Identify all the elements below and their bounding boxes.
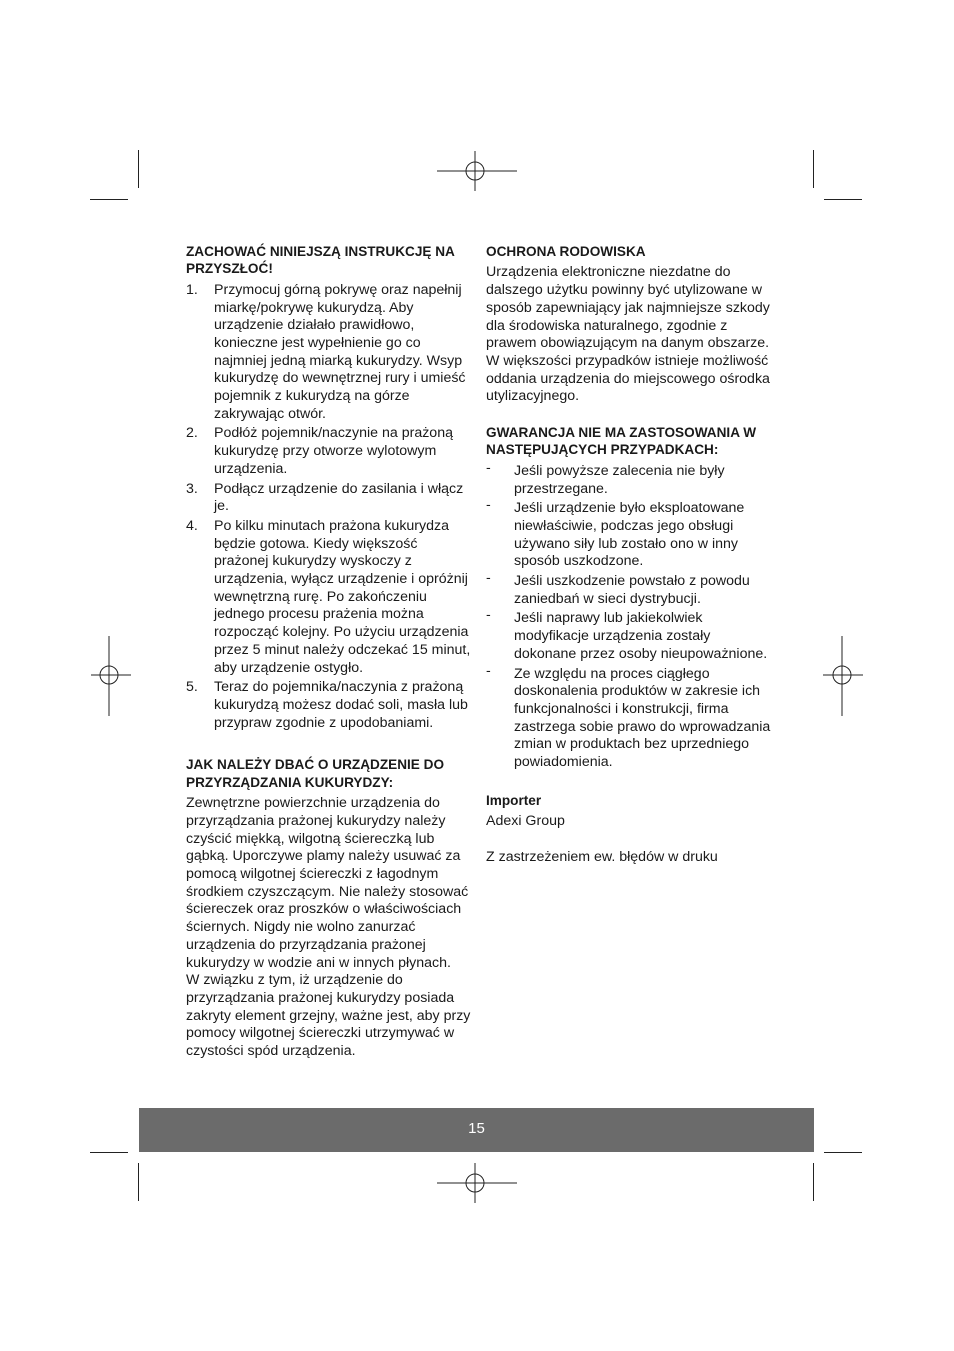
step-text: Teraz do pojemnika/naczynia z prażoną kukurydzą możesz dodać soli, masła lub przypraw zgodnie z upodobaniami. (214, 679, 468, 731)
crop-mark (824, 1152, 862, 1153)
registration-mark-icon (823, 636, 863, 716)
registration-mark-icon (437, 1163, 517, 1203)
step-text: Przymocuj górną pokrywę oraz napełnij miarkę/pokrywę kukurydzą. Aby urządzenie działało prawidłowo, konieczne jest wypełnienie go co najmniej jedną miarką kukurydzy. Wsyp kukurydzę do wewnętrznej rury i umieść pojemnik z kukurydzą na górze zakrywając otwór. (214, 281, 466, 422)
registration-mark-icon (437, 151, 517, 191)
footer-bar (139, 1108, 814, 1152)
print-disclaimer: Z zastrzeżeniem ew. błędów w druku (486, 848, 718, 865)
section-heading-keep-instructions: ZACHOWAĆ NINIEJSZĄ INSTRUKCJĘ NA PRZYSZŁOĆ! (186, 244, 455, 277)
importer-label: Importer (486, 792, 542, 808)
page-number: 15 (468, 1120, 485, 1137)
step-number: 4. (186, 517, 198, 534)
step-number: 3. (186, 480, 198, 497)
care-paragraph: W związku z tym, iż urządzenie do przyrządzania prażonej kukurydzy posiada zakryty element grzejny, ważne jest, aby przy pomocy wilgotnej ściereczki utrzymywać w czystości spód urządzenia. (186, 972, 471, 1060)
list-item: - Jeśli powyższe zalecenia nie były przestrzegane. (486, 459, 725, 497)
list-item: - Jeśli urządzenie było eksploatowane niewłaściwie, podczas jego obsługi używano siły lub zostało ono w inny sposób uszkodzone. (486, 497, 745, 570)
crop-mark (813, 150, 814, 188)
step-number: 2. (186, 425, 198, 442)
section-heading-environment: OCHRONA RODOWISKA (486, 244, 646, 259)
list-item: - Jeśli naprawy lub jakiekolwiek modyfikacje urządzenia zostały dokonane przez osoby nieupoważnione. (486, 607, 768, 662)
importer-name: Adexi Group (486, 813, 565, 830)
list-item (186, 282, 471, 424)
list-item: - Ze względu na proces ciągłego doskonalenia produktów w zakresie ich funkcjonalności i konstrukcji, firma zastrzega sobie prawo do wprowadzania zmian w produktach bez uprzedniego powiadomienia. (486, 662, 771, 771)
step-text: Podłóż pojemnik/naczynie na prażoną kukurydzę przy otworze wylotowym urządzenia. (214, 425, 453, 477)
list-item (186, 425, 471, 478)
list-item (186, 679, 471, 732)
section-heading-care: JAK NALEŻY DBAĆ O URZĄDZENIE DO PRZYRZĄDZANIA KUKURYDZY: (186, 757, 445, 790)
step-number: 1. (186, 281, 198, 298)
crop-mark (813, 1163, 814, 1201)
step-text: Po kilku minutach prażona kukurydza będzie gotowa. Kiedy większość prażonej kukurydzy wyskoczy z urządzenia, wyłącz urządzenie i opróżnij wewnętrzną rurę. Po zakończeniu jednego procesu prażenia można rozpocząć kolejny. Po użyciu urządzenia przez 5 minut należy odczekać 15 minut, aby urządzenie ostygło. (214, 517, 471, 676)
crop-mark (138, 150, 139, 188)
list-item (186, 481, 471, 516)
list-item (186, 518, 471, 677)
care-paragraph: Zewnętrzne powierzchnie urządzenia do przyrządzania prażonej kukurydzy należy czyścić miękką, wilgotną ściereczką lub gąbką. Uporczywe plamy należy usuwać za pomocą wilgotnej ściereczki z łagodnym środkiem czyszczącym. Nie należy stosować ściereczek oraz proszków o właściwościach ściernych. Nigdy nie wolno zanurzać urządzenia do przyrządzania prażonej kukurydzy w wodzie ani w innych płynach. (186, 795, 469, 971)
crop-mark (90, 1152, 128, 1153)
crop-mark (138, 1163, 139, 1201)
registration-mark-icon (91, 636, 131, 716)
section-heading-warranty: GWARANCJA NIE MA ZASTOSOWANIA W NASTĘPUJĄCYCH PRZYPADKACH: (486, 425, 757, 458)
right-column (486, 243, 771, 867)
crop-mark (90, 199, 128, 200)
crop-mark (824, 199, 862, 200)
environment-paragraph: Urządzenia elektroniczne niezdatne do dalszego użytku powinny być utylizowane w sposób zapewniający jak najmniejsze szkody dla środowiska naturalnego, zgodnie z prawem obowiązującym na danym obszarze. W większości przypadków istnieje możliwość oddania urządzenia do miejscowego ośrodka utylizacyjnego. (486, 264, 770, 405)
list-item: - Jeśli uszkodzenie powstało z powodu zaniedbań w sieci dystrybucji. (486, 570, 750, 607)
left-column (186, 243, 471, 1061)
step-text: Podłącz urządzenie do zasilania i włącz je. (214, 480, 464, 515)
step-number: 5. (186, 679, 198, 696)
warranty-exclusions-list (486, 459, 771, 772)
usage-steps-list (186, 282, 471, 733)
